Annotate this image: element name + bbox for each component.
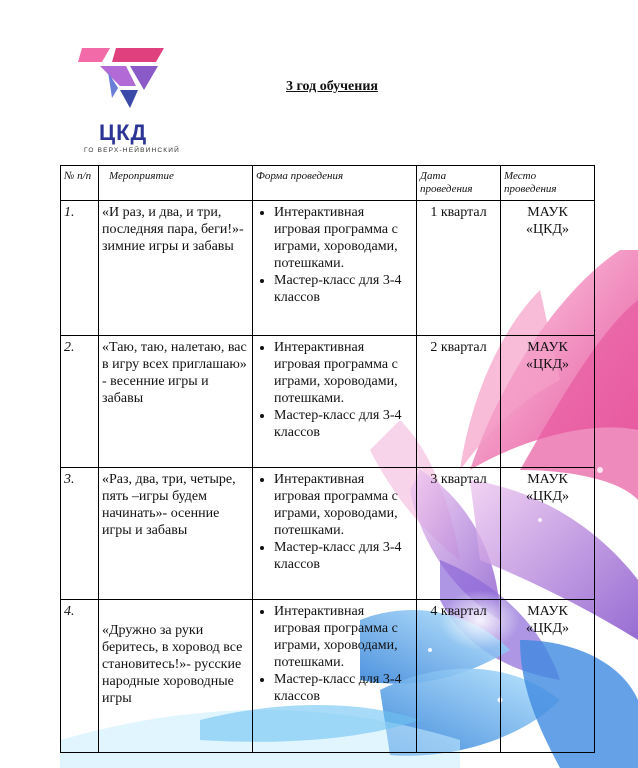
logo-name: ЦКД	[99, 120, 148, 145]
form-item: • Мастер-класс для 3-4 классов	[274, 539, 413, 573]
header-date: Дата проведения	[417, 166, 501, 201]
form-item: • Интерактивная игровая программа с играми, хороводами, потешками.	[274, 603, 413, 671]
logo	[72, 42, 192, 162]
plan-table	[60, 165, 595, 753]
form-item: • Интерактивная игровая программа с играми, хороводами, потешками.	[274, 204, 413, 272]
row-num: 3.	[61, 468, 99, 600]
row-date: 1 квартал	[417, 201, 501, 336]
table-row	[61, 468, 595, 600]
header-event: Мероприятие	[99, 166, 253, 201]
logo-mark-icon	[72, 42, 192, 118]
row-place: МАУК «ЦКД»	[501, 468, 595, 600]
header-form: Форма проведения	[253, 166, 417, 201]
table-row	[61, 201, 595, 336]
row-date: 3 квартал	[417, 468, 501, 600]
header-num: № п/п	[61, 166, 99, 201]
row-form	[253, 600, 417, 753]
row-event: «Таю, таю, налетаю, вас в игру всех приглашаю» - весенние игры и забавы	[99, 336, 253, 468]
row-form	[253, 336, 417, 468]
form-item: • Интерактивная игровая программа с играми, хороводами, потешками.	[274, 471, 413, 539]
row-event: «Дружно за руки беритесь, в хоровод все становитесь!»- русские народные хороводные игры	[99, 600, 253, 753]
form-item: • Мастер-класс для 3-4 классов	[274, 671, 413, 705]
row-place: МАУК «ЦКД»	[501, 600, 595, 753]
row-form	[253, 201, 417, 336]
form-item: • Мастер-класс для 3-4 классов	[274, 272, 413, 306]
row-date: 2 квартал	[417, 336, 501, 468]
row-date: 4 квартал	[417, 600, 501, 753]
row-event: «И раз, и два, и три, последняя пара, беги!»- зимние игры и забавы	[99, 201, 253, 336]
row-num: 2.	[61, 336, 99, 468]
page-title: 3 год обучения	[286, 79, 378, 94]
row-form	[253, 468, 417, 600]
row-num: 4.	[61, 600, 99, 753]
header-place: Место проведения	[501, 166, 595, 201]
table-header-row	[61, 166, 595, 201]
row-place: МАУК «ЦКД»	[501, 201, 595, 336]
table-row	[61, 600, 595, 753]
logo-subtitle: ГО ВЕРХ-НЕЙВИНСКИЙ	[83, 147, 181, 154]
row-place: МАУК «ЦКД»	[501, 336, 595, 468]
row-num: 1.	[61, 201, 99, 336]
form-item: • Мастер-класс для 3-4 классов	[274, 407, 413, 441]
row-event: «Раз, два, три, четыре, пять –игры будем начинать»- осенние игры и забавы	[99, 468, 253, 600]
table-row	[61, 336, 595, 468]
form-item: • Интерактивная игровая программа с играми, хороводами, потешками.	[274, 339, 413, 407]
